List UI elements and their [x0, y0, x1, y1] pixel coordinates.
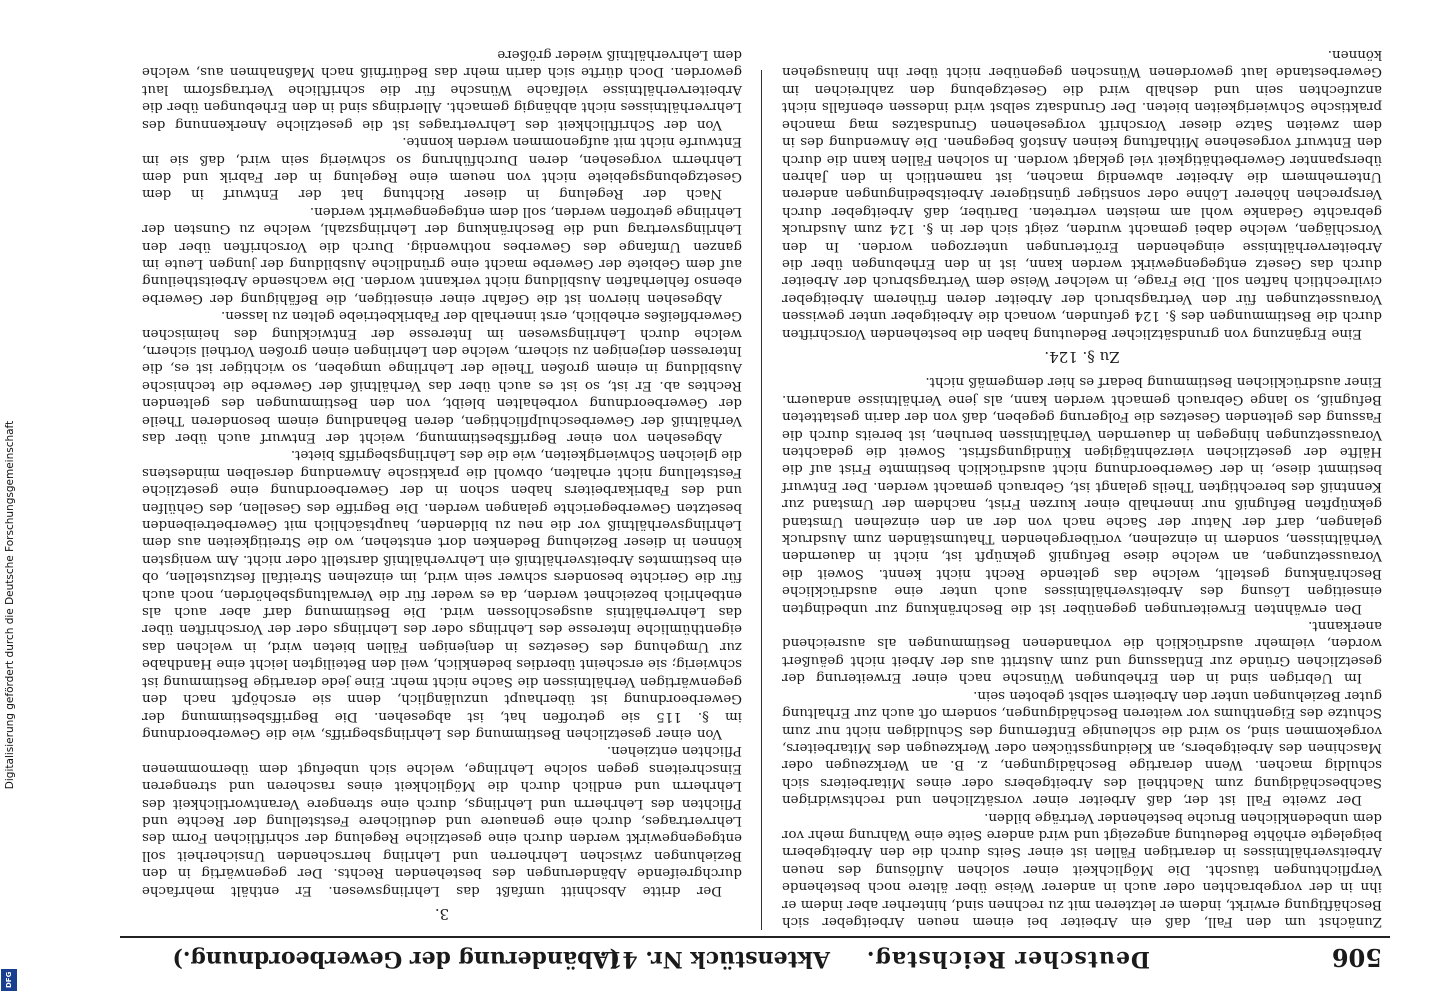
paragraph: Zunächst um den Fall, daß ein Arbeiter bei einem neuen Arbeitgeber sich Beschäftigung erwirkt, indem er letzteren mit zu rechnen sind, hinterher aber indem er ihn in der vorgebrachten oder auch in anderer Weise über ältere noch bestehende Verpflichtungen täuscht. Die Möglichkeit einer solchen Auflösung des neuen Arbeitsverhältnisses in derartigen Fällen ist einer Seits durch die den Arbeitgebern beigelegte erhöhte Bedeutung angezeigt und wird andere Seite eine Wahrung mehr vor dem unbedenklichen Bruche bestehender Verträge bilden.: [782, 809, 1382, 929]
paragraph: Abgesehen hiervon ist die Gefahr einer einseitigen, die Befähigung der Gewerbe ebenso fehlerhaften Ausbildung nicht verkannt worden. Die wachsende Arbeitstheilung auf dem Gebiete der Gewerbe macht eine gründliche Ausbildung der jungen Leute im ganzen Umfange des Gewerbes nothwendig. Durch die Vorschriften über den Lehrlingsvertrag und die Beschränkung der Lehrlingszahl, welche zu Gunsten der Lehrlinge getroffen werden, soll dem entgegengewirkt werden.: [142, 203, 742, 306]
page-header: [120, 936, 1390, 978]
scanned-page: [120, 47, 1390, 978]
digitization-credit-text: Digitalisierung gefördert durch die Deutsche Forschungsgemeinschaft: [4, 420, 16, 790]
journal-title: Deutscher Reichstag.: [865, 946, 1150, 972]
paragraph: Den erwähnten Erweiterungen gegenüber ist die Beschränkung zur unbedingten einseitigen Lösung des Arbeitsverhältnisses auch unter eine ausdrückliche Beschränkung gestellt, welche das geltende Recht nicht kennt. Soweit die Voraussetzungen, an welche diese Befugniß geknüpft ist, nicht in dauernden Verhältnissen, sondern in einzelnen, vorübergehenden Thatumständen zum Ausdruck gelangen, darf der Natur der Sache nach von der an den einzelnen Umstand geknüpften Befugniß nur innerhalb einer kurzen Frist, nachdem der Umstand zur Kenntniß des berechtigten Theils gelangt ist, Gebrauch gemacht werden. Der Entwurf bestimmt diese, in der Gewerbeordnung nicht ausdrücklich bestimmte Frist auf die Hälfte der gesetzlichen vierzehntägigen Kündigungsfrist. Soweit die gedachten Voraussetzungen hingegen in dauernden Verhältnissen beruhen, ist bereits durch die Fassung des geltenden Gesetzes die Folgerung gegeben, daß von der darin gestatteten Befugniß, so lange Gebrauch gemacht werden kann, als jene Verhältnisse andauern. Einer ausdrücklichen Bestimmung bedarf es hier demgemäß nicht.: [782, 374, 1382, 616]
dfg-logo: DFG: [1, 969, 17, 991]
section-heading: Zu §. 124.: [1044, 348, 1120, 366]
paragraph: Eine Ergänzung von grundsätzlicher Bedeutung haben die bestehenden Vorschriften durch die Bestimmungen des §. 124 gefunden, wonach die Arbeitgeber unter gewissen Voraussetzungen für den Vertragsbruch der Arbeiter deren früherem Arbeitgeber civilrechtlich haften soll. Die Frage, in welcher Weise dem Vertragsbruch der Arbeiter durch das Gesetz entgegengewirkt werden kann, ist in den Erhebungen über die Arbeiterverhältnisse eingehenden Erörterungen unterzogen worden. In den Vorschlägen, welche dabei gemacht wurden, zeigt sich der in §. 124 zum Ausdruck gebrachte Gedanke wohl am meisten vertreten. Darüber, daß Arbeitgeber durch Versprechen höherer Löhne oder sonstiger günstigerer Arbeitsbedingungen anderen Unternehmern die Arbeiter abwendig machen, ist namentlich in den Jahren überspannter Gewerbethätigkeit viel geklagt worden. In solchen Fällen kann die durch den Entwurf vorgesehene Mithaftung keinen Anstoß begegnen. Die Anwendung des in dem zweiten Satze dieser Vorschrift vorgesehenen Grundsatzes mag manche praktische Schwierigkeiten bieten. Der Grundsatz selbst wird indessen ebenfalls nicht anzufechten sein und deshalb wird die Gesetzgebung den zahlreichen im Gewerbestande laut gewordenen Wünschen gegenüber nicht über ihn hinausgehen können.: [782, 47, 1382, 341]
page-number: 506: [1331, 943, 1382, 972]
paragraph: Von der Schriftlichkeit des Lehrvertrages ist die gesetzliche Anerkennung des Lehrverhältnisses nicht abhängig gemacht. Allerdings sind in den Erhebungen über die Arbeiterverhältnisse vielfache Wünsche für die schriftliche Vertragsform laut geworden. Doch dürfte sich darin mehr das Bedürfniß nach Maßnahmen aus, welche dem Lehrverhältniß wieder größere: [142, 47, 742, 132]
paragraph: Im Uebrigen sind in den Erhebungen Wünsche nach einer Erweiterung der gesetzlichen Gründe zur Entlassung und zum Austritt aus der Arbeit nicht geäußert worden, vielmehr ausdrücklich die vorhandenen Bestimmungen als ausreichend anerkannt.: [782, 618, 1382, 686]
item-subject: (Abänderung der Gewerbeordnung.): [172, 946, 620, 972]
column-divider: [761, 70, 762, 930]
paragraph: Der dritte Abschnitt umfaßt das Lehrlingswesen. Er enthält mehrfache durchgreifende Abänderungen des bestehenden Rechts. Der gegenwärtig in den Beziehungen zwischen Lehrherren und Lehrling herrschenden Unsicherheit soll entgegengewirkt werden durch eine gesetzliche Regelung der schriftlichen Form des Lehrvertrages, durch eine genauere und deutlichere Feststellung der Rechte und Pflichten des Lehrherrn und Lehrlings, durch eine strengere Verantwortlichkeit des Lehrherrn und endlich durch die Möglichkeit eines rascheren und strengeren Einschreitens gegen solche Lehrlinge, welche sich unbefugt dem übernommenen Pflichten entziehen.: [142, 743, 742, 898]
paragraph: Der zweite Fall ist der, daß Arbeiter einer vorsätzlichen und rechtswidrigen Sachbeschädigung zum Nachtheil des Arbeitgebers oder eines Mitarbeiters sich schuldig machen. Wenn derartige Beschädigungen, z. B. an Werkzeugen oder Maschinen des Arbeitgebers, an Kleidungsstücken oder Werkzeugen des Mitarbeiters, vorgekommen sind, so wird die schleunige Entfernung des Schuldigen nicht nur zum Schutze des Eigenthums vor weiteren Beschädigungen, sondern oft auch zur Erhaltung guter Beziehungen unter den Arbeitern selbst geboten sein.: [782, 687, 1382, 808]
paragraph: Von einer gesetzlichen Bestimmung des Lehrlingsbegriffs, wie die Gewerbeordnung im §. 115 sie getroffen hat, ist abgesehen. Die Begriffsbestimmung der Gewerbeordnung ist überhaupt unzulänglich, denn sie erschöpft nach den gegenwärtigen Verhältnissen die Sache nicht mehr. Eine jede derartige Bestimmung ist schwierig; sie erscheint überdies bedenklich, weil den Beteiligten leicht eine Handhabe zur Umgehung des Gesetzes in denjenigen Fällen bieten wird, in welchen das eigenthümliche Interesse des Lehrlings oder des Lehrlings oder der Vorschriften über das Lehrverhältnis ausgeschlossen wird. Die Bestimmung darf aber auch als entbehrlich bezeichnet werden, da es weder für die Verwaltungsbehörden, noch auch für die Gerichte besonders schwer sein wird, im einzelnen Streitfall festzustellen, ob ein bestimmtes Arbeitsverhältniß ein Lehrverhältniß darstellt oder nicht. Am wenigsten können in dieser Beziehung Bedenken dort entstehen, wo die Streitigkeiten aus dem Lehrlingsverhältniß vor die neu zu bildenden, hauptsächlich mit Gewerbetreibenden besetzten Gewerbegerichte gelangen werden. Die Begriffe des Gesellen, des Gehülfen und des Fabrikarbeiters haben schon in der Gewerbeordnung eine gesetzliche Feststellung nicht erhalten, obwohl die praktische Anwendung derselben mindestens die gleichen Schwierigkeiten, wie die des Lehrlingsbegriffs bietet.: [142, 447, 742, 741]
section-heading: 3.: [434, 905, 450, 923]
digitization-credit: [0, 0, 20, 1000]
header-rule: [120, 936, 1390, 938]
paragraph: Abgesehen von einer Begriffsbestimmung, weicht der Entwurf auch über das Verhältniß der Gewerbeschulpflichtigen, deren Behandlung einem besonderen Theile der Gewerbeordnung vorbehalten bleibt, von den Bestimmungen des geltenden Rechtes ab. Er ist, so ist es auch über das Verhältniß der Gewerbe die technische Ausbildung in einem großen Theile der Lehrlinge umgeben, so wichtiger ist es, die Interessen derjenigen zu sichern, welche den Lehrlingen einen großen Vortheil sichern, welche durch Lehrlingswesen im Interesse der Entwicklung des heimischen Gewerbfleißes erheblich, erst innerhalb der Fabrikbetriebe gelten zu lassen.: [142, 308, 742, 446]
paragraph: Nach der Regelung in dieser Richtung hat der Entwurf in dem Gesetzgebungsgebiete nicht von neuem eine Regelung in der Fabrik und dem Lehrherrn vorgesehen, deren Durchführung so schwierig sein wird, daß sie im Entwurfe nicht mit aufgenommen werden konnte.: [142, 134, 742, 202]
item-number: Aktenstück Nr. 41.: [599, 946, 830, 972]
left-column: [782, 47, 1382, 930]
right-column: [142, 47, 742, 930]
